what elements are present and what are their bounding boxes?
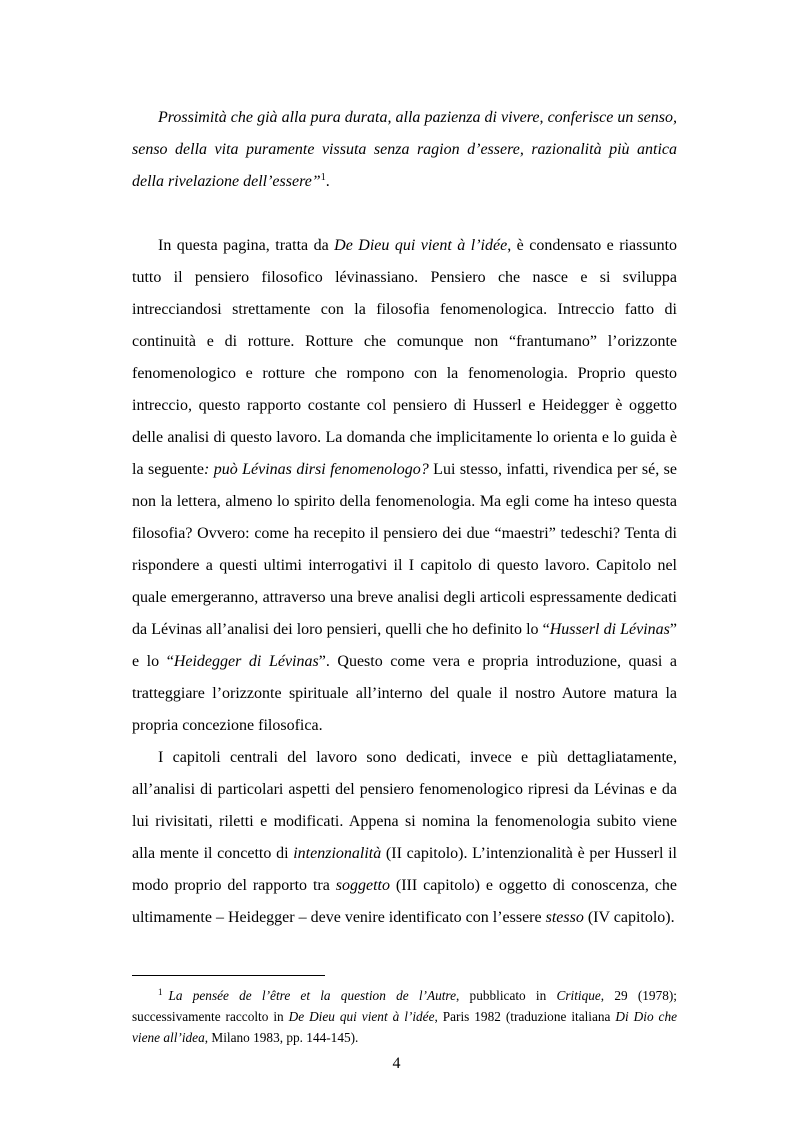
italic-term: Heidegger di Lévinas (173, 653, 319, 670)
italic-term: intenzionalità (293, 845, 382, 862)
text-run: , Milano 1983, pp. 144-145). (204, 1030, 359, 1045)
text-run: (II capitolo). L’intenzionalità è per Husserl il modo proprio del rapporto tra (132, 845, 678, 894)
text-run: , Paris 1982 (traduzione italiana (434, 1009, 616, 1024)
paragraph-2 (132, 742, 677, 934)
text-run: I capitoli centrali del lavoro sono dedicati, invece e più dettagliatamente, all’analisi di particolari aspetti del pensiero fenomenologico ripresi da Lévinas e da lui rivisitati, riletti e modificati. Appena si nomina la fenomenologia subito viene alla mente il concetto di (132, 749, 677, 862)
italic-title: De Dieu qui vient à l’idée (334, 237, 508, 254)
text-run: In questa pagina, tratta da (158, 237, 335, 254)
italic-title: Critique (556, 988, 601, 1003)
footnote-separator (132, 975, 325, 976)
footnote-reference[interactable]: 1 (320, 172, 326, 183)
quote-end: . (325, 173, 330, 190)
text-run: ” e lo “ (132, 621, 678, 670)
text-run: ”. Questo come vera e propria introduzione, quasi a tratteggiare l’orizzonte spirituale all’interno del quale il nostro Autore matura la propria concezione filosofica. (132, 653, 677, 734)
italic-term: Husserl di Lévinas (549, 621, 670, 638)
footnote (132, 985, 677, 1048)
body-text (132, 230, 677, 934)
italic-title: Di Dio che viene all’idea (132, 1009, 677, 1045)
italic-title: La pensée de l’être et la question de l’Autre (168, 988, 457, 1003)
italic-title: De Dieu qui vient à l’idée (288, 1009, 435, 1024)
text-run: , pubblicato in (456, 988, 557, 1003)
quote-text: Prossimità che già alla pura durata, alla pazienza di vivere, conferisce un senso, senso della vita puramente vissuta senza ragion d’essere, razionalità più antica della rivelazione dell’essere” (132, 109, 677, 190)
block-quote (132, 102, 677, 198)
text-run: , 29 (1978); successivamente raccolto in (132, 988, 677, 1024)
italic-question: : può Lévinas dirsi fenomenologo? (203, 461, 429, 478)
paragraph-1 (132, 230, 677, 742)
page-number: 4 (392, 1055, 401, 1072)
text-run: (III capitolo) e oggetto di conoscenza, che ultimamente – Heidegger – deve venire identificato con l’essere (132, 877, 678, 926)
text-run: (IV capitolo). (583, 909, 675, 926)
quote-paragraph (132, 102, 677, 198)
text-run: Lui stesso, infatti, rivendica per sé, se non la lettera, almeno lo spirito della fenomenologia. Ma egli come ha inteso questa filosofia? Ovvero: come ha recepito il pensiero dei due “maestri” tedeschi? Tenta di rispondere a questi ultimi interrogativi il I capitolo di questo lavoro. Capitolo nel quale emergeranno, attraverso una breve analisi degli articoli espressamente dedicati da Lévinas all’analisi dei loro pensieri, quelli che ho definito lo “ (132, 461, 677, 638)
text-run: , è condensato e riassunto tutto il pensiero filosofico lévinassiano. Pensiero che nasce e si sviluppa intrecciandosi strettamente con la filosofia fenomenologica. Intreccio fatto di continuità e di rotture. Rotture che comunque non “frantumano” l’orizzonte fenomenologico e rotture che rompono con la fenomenologia. Proprio questo intreccio, questo rapporto costante col pensiero di Husserl e Heidegger è oggetto delle analisi di questo lavoro. La domanda che implicitamente lo orienta e lo guida è la seguente (132, 237, 678, 478)
italic-term: soggetto (335, 877, 390, 894)
italic-term: stesso (545, 909, 584, 926)
footnote-number: 1 (158, 987, 163, 997)
